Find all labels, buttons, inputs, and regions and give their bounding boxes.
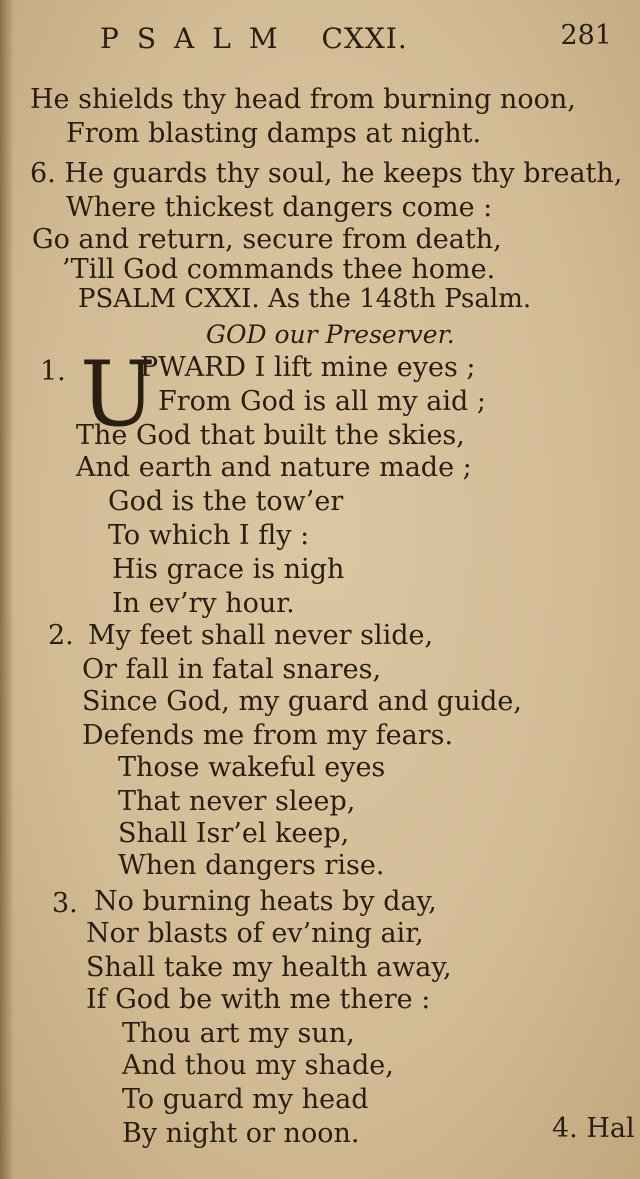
verse-line: God is the tow’er — [108, 486, 344, 517]
header-number: CXXI. — [321, 22, 408, 55]
verse-line: Or fall in fatal snares, — [82, 654, 382, 685]
verse-line: From blasting damps at night. — [66, 118, 482, 149]
verse-line: ’Till God commands thee home. — [62, 254, 496, 285]
running-header — [100, 22, 408, 55]
verse-line: The God that built the skies, — [76, 420, 465, 451]
verse-line: And thou my shade, — [122, 1050, 394, 1081]
verse-line: By night or noon. — [122, 1118, 360, 1149]
verse-line: Where thickest dangers come : — [66, 192, 493, 223]
verse-line: Those wakeful eyes — [118, 752, 386, 783]
verse-line: Shall take my health away, — [86, 952, 452, 983]
verse-line: He shields thy head from burning noon, — [30, 84, 576, 115]
verse-line: From God is all my aid ; — [158, 386, 486, 417]
verse-line: Nor blasts of ev’ning air, — [86, 918, 424, 949]
stanza-number: 1. — [40, 356, 66, 387]
verse-line: Go and return, secure from death, — [32, 224, 502, 255]
page-number: 281 — [560, 20, 612, 51]
verse-line: His grace is nigh — [112, 554, 345, 585]
verse-line: PWARD I lift mine eyes ; — [140, 352, 476, 383]
verse-line: That never sleep, — [118, 786, 356, 817]
verse-line: When dangers rise. — [118, 850, 385, 881]
verse-line: In ev’ry hour. — [112, 588, 295, 619]
verse-line: And earth and nature made ; — [76, 452, 472, 483]
psalm-title: PSALM CXXI. As the 148th Psalm. — [78, 284, 532, 314]
header-psalm: PSALM — [100, 22, 296, 55]
verse-line: To guard my head — [122, 1084, 369, 1115]
verse-line: Since God, my guard and guide, — [82, 686, 522, 717]
page-spine-shadow — [0, 0, 14, 1179]
catchword: 4. Hal — [552, 1113, 635, 1144]
verse-line: Shall Isr’el keep, — [118, 818, 350, 849]
verse-line: Defends me from my fears. — [82, 720, 454, 751]
verse-line: My feet shall never slide, — [88, 620, 434, 651]
verse-line: 6. He guards thy soul, he keeps thy breath, — [30, 158, 623, 189]
verse-line: Thou art my sun, — [122, 1018, 355, 1049]
verse-line: If God be with me there : — [86, 984, 431, 1015]
verse-line: No burning heats by day, — [94, 886, 437, 917]
psalm-subtitle: GOD our Preserver. — [206, 320, 455, 349]
drop-cap: U — [80, 342, 156, 447]
stanza-number: 3. — [52, 888, 78, 919]
stanza-number: 2. — [48, 620, 74, 651]
verse-line: To which I fly : — [108, 520, 310, 551]
